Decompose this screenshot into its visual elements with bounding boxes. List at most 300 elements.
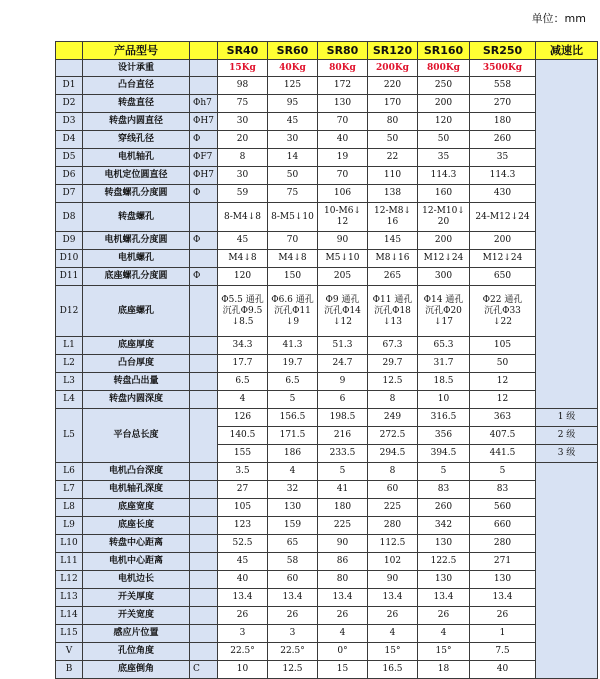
row-name: 转盘内圆深度 [83,391,190,409]
table-cell: 45 [218,553,268,571]
row-code: L3 [56,373,83,391]
header-model: SR60 [268,42,318,60]
table-cell: 120 [418,113,470,131]
table-cell: 15° [418,643,470,661]
table-cell: 430 [470,185,536,203]
table-row [56,391,598,409]
table-cell: 26 [268,607,318,625]
table-cell: 138 [368,185,418,203]
table-cell [318,203,368,232]
row-symbol [190,77,218,95]
row-symbol [190,463,218,481]
table-cell: 130 [470,571,536,589]
table-row [56,337,598,355]
table-cell: 80 [318,571,368,589]
table-cell: 90 [368,571,418,589]
row-name: 平台总长度 [83,409,190,463]
table-cell: 4 [218,391,268,409]
row-code: L4 [56,391,83,409]
table-cell: 122.5 [418,553,470,571]
table-cell: 13.4 [418,589,470,607]
table-cell: 45 [268,113,318,131]
row-code: L10 [56,535,83,553]
table-row [56,232,598,250]
cell-line: Φ5.5 通孔 [221,294,264,305]
table-cell: 80 [368,113,418,131]
row-name: 电机中心距离 [83,553,190,571]
table-cell [268,286,318,337]
table-cell [368,203,418,232]
table-cell: 26 [218,607,268,625]
row-symbol: Φh7 [190,95,218,113]
table-cell: 22.5° [218,643,268,661]
table-row [56,95,598,113]
row-symbol: ΦF7 [190,149,218,167]
table-row [56,286,598,337]
table-cell: 220 [368,77,418,95]
ratio-cell [536,463,598,679]
table-cell: 35 [470,149,536,167]
header-model: SR40 [218,42,268,60]
row-code: D8 [56,203,83,232]
table-cell: 60 [368,481,418,499]
table-cell: 90 [318,535,368,553]
table-cell: 70 [318,113,368,131]
table-row [56,409,598,427]
header-product-model: 产品型号 [83,42,190,60]
row-symbol: Φ [190,185,218,203]
table-cell: 45 [218,232,268,250]
table-cell: 50 [268,167,318,185]
row-name: 凸台厚度 [83,355,190,373]
row-code: L14 [56,607,83,625]
table-row [56,517,598,535]
row-symbol [190,499,218,517]
table-cell [470,286,536,337]
table-row [56,149,598,167]
table-cell: 114.3 [418,167,470,185]
table-cell: 12.5 [368,373,418,391]
table-cell: 90 [318,232,368,250]
table-cell: M8↓16 [368,250,418,268]
table-cell: M5↓10 [318,250,368,268]
table-cell: 140.5 [218,427,268,445]
table-cell: 12.5 [268,661,318,679]
table-cell: 13.4 [218,589,268,607]
table-cell: 441.5 [470,445,536,463]
row-symbol [190,643,218,661]
row-name: 电机边长 [83,571,190,589]
table-cell: 558 [470,77,536,95]
table-cell: 200 [418,95,470,113]
table-cell: 4 [418,625,470,643]
table-row [56,499,598,517]
table-cell: 123 [218,517,268,535]
table-cell: 6.5 [218,373,268,391]
table-cell: 75 [218,95,268,113]
row-code: L2 [56,355,83,373]
table-row [56,131,598,149]
table-cell: 125 [268,77,318,95]
cell-line: Φ11 通孔 [372,294,413,305]
table-cell: 200 [418,232,470,250]
table-cell: 294.5 [368,445,418,463]
table-row [56,625,598,643]
cell-line: 16 [386,217,399,227]
table-cell: 10 [218,661,268,679]
table-cell: 249 [368,409,418,427]
table-cell: 3.5 [218,463,268,481]
table-cell: 130 [318,95,368,113]
table-cell: 260 [470,131,536,149]
table-cell: 186 [268,445,318,463]
table-cell: 6 [318,391,368,409]
table-cell: 34.3 [218,337,268,355]
table-cell: 225 [318,517,368,535]
header-model: SR250 [470,42,536,60]
table-cell: 159 [268,517,318,535]
table-row [56,373,598,391]
row-code: L8 [56,499,83,517]
row-symbol [190,571,218,589]
table-cell: 60 [268,571,318,589]
table-cell: 31.7 [418,355,470,373]
row-symbol [190,517,218,535]
table-cell: 205 [318,268,368,286]
cell-line: ↓17 [434,316,453,327]
cell-line: 沉孔Φ18 [374,305,411,316]
load-value: 80Kg [318,60,368,77]
table-cell: 200 [470,232,536,250]
row-symbol [190,589,218,607]
table-cell [56,60,83,77]
table-cell: 20 [218,131,268,149]
row-name: 电机定位圆直径 [83,167,190,185]
row-code: D11 [56,268,83,286]
table-cell: 26 [470,607,536,625]
row-code: L1 [56,337,83,355]
table-cell: 102 [368,553,418,571]
table-row [56,268,598,286]
table-cell: 130 [268,499,318,517]
table-cell: 52.5 [218,535,268,553]
table-cell: 40 [218,571,268,589]
table-cell: 19 [318,149,368,167]
row-name: 穿线孔径 [83,131,190,149]
table-row [56,355,598,373]
table-cell: 9 [318,373,368,391]
table-row [56,661,598,679]
table-cell: 120 [218,268,268,286]
load-label: 设计承重 [83,60,190,77]
table-cell: 26 [418,607,470,625]
load-row [56,60,598,77]
load-value: 3500Kg [470,60,536,77]
table-cell: 51.3 [318,337,368,355]
table-cell: 65.3 [418,337,470,355]
row-code: L5 [56,409,83,463]
table-cell: 5 [418,463,470,481]
table-row [56,607,598,625]
table-cell: 12 [470,373,536,391]
cell-line: ↓13 [383,316,402,327]
load-value: 40Kg [268,60,318,77]
table-cell [368,286,418,337]
row-code: D4 [56,131,83,149]
cell-line: ↓12 [333,316,352,327]
table-cell: 50 [418,131,470,149]
table-cell: 95 [268,95,318,113]
table-cell: 83 [418,481,470,499]
table-cell: 22.5° [268,643,318,661]
row-symbol [190,286,218,337]
table-cell: 394.5 [418,445,470,463]
table-row [56,203,598,232]
table-cell: 112.5 [368,535,418,553]
row-name: 转盘中心距离 [83,535,190,553]
table-cell [318,286,368,337]
header-ratio: 减速比 [536,42,598,60]
cell-line: Φ9 通孔 [325,294,360,305]
table-cell: 13.4 [470,589,536,607]
table-cell: 407.5 [470,427,536,445]
table-cell: 30 [218,113,268,131]
table-cell: 15° [368,643,418,661]
table-cell: 250 [418,77,470,95]
row-name: 电机轴孔深度 [83,481,190,499]
table-cell: 110 [368,167,418,185]
row-name: 底座宽度 [83,499,190,517]
table-cell: 86 [318,553,368,571]
table-cell: 14 [268,149,318,167]
table-cell: 8-M4↓8 [218,203,268,232]
row-symbol [190,337,218,355]
row-name: 转盘内圆直径 [83,113,190,131]
cell-line: ↓22 [493,316,512,327]
row-symbol: ΦH7 [190,113,218,131]
table-cell: 342 [418,517,470,535]
row-code: L9 [56,517,83,535]
table-cell: 156.5 [268,409,318,427]
row-code: V [56,643,83,661]
table-cell: 98 [218,77,268,95]
table-row [56,463,598,481]
row-name: 电机凸台深度 [83,463,190,481]
row-code: D9 [56,232,83,250]
table-cell: 40 [470,661,536,679]
table-row [56,553,598,571]
table-cell: 5 [318,463,368,481]
header-model: SR80 [318,42,368,60]
table-cell: 170 [368,95,418,113]
table-cell: 8 [368,463,418,481]
cell-line: 12 [336,217,349,227]
unit-label: 单位：mm [531,12,586,25]
table-cell: 150 [268,268,318,286]
table-cell: 270 [470,95,536,113]
table-cell: 10 [418,391,470,409]
cell-line: ↓9 [285,316,300,327]
cell-line: 20 [437,217,450,227]
table-cell: 27 [218,481,268,499]
table-cell: 4 [318,625,368,643]
table-cell: 26 [318,607,368,625]
table-cell: 16.5 [368,661,418,679]
table-cell: 65 [268,535,318,553]
table-row [56,113,598,131]
table-cell: 160 [418,185,470,203]
load-value: 200Kg [368,60,418,77]
table-cell: 24-M12↓24 [470,203,536,232]
table-cell: 260 [418,499,470,517]
table-cell: 83 [470,481,536,499]
table-cell: 7.5 [470,643,536,661]
table-cell: 3 [218,625,268,643]
table-cell: 316.5 [418,409,470,427]
table-cell: 126 [218,409,268,427]
table-cell: 50 [368,131,418,149]
table-cell: 35 [418,149,470,167]
row-name: 孔位角度 [83,643,190,661]
row-name: 感应片位置 [83,625,190,643]
table-cell: 280 [470,535,536,553]
table-cell [418,203,470,232]
table-cell: 13.4 [368,589,418,607]
row-name: 开关厚度 [83,589,190,607]
row-code: L15 [56,625,83,643]
table-cell: 363 [470,409,536,427]
table-cell: 172 [318,77,368,95]
table-row [56,589,598,607]
header-model: SR120 [368,42,418,60]
header-model: SR160 [418,42,470,60]
cell-line: Φ22 通孔 [482,294,523,305]
table-cell: 105 [218,499,268,517]
cell-line: 沉孔Φ33 [484,305,521,316]
row-symbol [190,203,218,232]
row-name: 凸台直径 [83,77,190,95]
row-symbol: Φ [190,232,218,250]
table-cell: 233.5 [318,445,368,463]
table-cell: 41.3 [268,337,318,355]
table-cell: 130 [418,535,470,553]
table-row [56,535,598,553]
table-cell: 40 [318,131,368,149]
table-row [56,571,598,589]
ratio-label: 3 级 [536,445,598,463]
table-cell: 12 [470,391,536,409]
table-cell: 41 [318,481,368,499]
table-cell: M4↓8 [268,250,318,268]
row-code: L7 [56,481,83,499]
row-symbol [190,355,218,373]
row-symbol [190,373,218,391]
table-cell: 24.7 [318,355,368,373]
row-symbol [190,607,218,625]
table-cell: 67.3 [368,337,418,355]
table-cell: 106 [318,185,368,203]
row-code: B [56,661,83,679]
table-cell: 70 [268,232,318,250]
table-cell: 18.5 [418,373,470,391]
table-cell: 300 [418,268,470,286]
ratio-label: 1 级 [536,409,598,427]
row-name: 开关宽度 [83,607,190,625]
cell-line: 10-M6↓ [324,206,361,216]
table-row [56,167,598,185]
row-code: D2 [56,95,83,113]
cell-line: Φ6.6 通孔 [271,294,314,305]
table-cell: 5 [268,391,318,409]
cell-line: 沉孔Φ14 [324,305,361,316]
table-cell: 18 [418,661,470,679]
table-cell: 8 [218,149,268,167]
row-name: 转盘螺孔分度圆 [83,185,190,203]
table-cell: 3 [268,625,318,643]
table-cell: 6.5 [268,373,318,391]
row-code: D6 [56,167,83,185]
table-cell: 58 [268,553,318,571]
table-cell: M4↓8 [218,250,268,268]
table-cell: 30 [268,131,318,149]
table-cell: 272.5 [368,427,418,445]
row-symbol [190,391,218,409]
table-cell: 225 [368,499,418,517]
row-code: L13 [56,589,83,607]
row-name: 底座螺孔 [83,286,190,337]
cell-line: 沉孔Φ11 [274,305,311,316]
table-cell: 17.7 [218,355,268,373]
row-symbol [190,250,218,268]
row-name: 转盘直径 [83,95,190,113]
row-name: 底座螺孔分度圆 [83,268,190,286]
table-cell: 114.3 [470,167,536,185]
cell-line: 12-M8↓ [374,206,411,216]
row-code: D1 [56,77,83,95]
cell-line: Φ14 通孔 [423,294,464,305]
ratio-cell [536,60,598,409]
table-cell: 15 [318,661,368,679]
row-name: 电机螺孔 [83,250,190,268]
row-name: 转盘凸出量 [83,373,190,391]
table-cell [418,286,470,337]
row-symbol: Φ [190,131,218,149]
row-symbol [190,553,218,571]
table-cell: M12↓24 [418,250,470,268]
table-cell: M12↓24 [470,250,536,268]
row-symbol [190,625,218,643]
table-cell [218,286,268,337]
table-cell: 8-M5↓10 [268,203,318,232]
row-name: 底座倒角 [83,661,190,679]
cell-line: 12-M10↓ [422,206,465,216]
row-code: D10 [56,250,83,268]
table-cell: 650 [470,268,536,286]
table-row [56,643,598,661]
table-cell: 4 [368,625,418,643]
row-name: 电机轴孔 [83,149,190,167]
table-row [56,185,598,203]
row-symbol: ΦH7 [190,167,218,185]
table-cell: 50 [470,355,536,373]
row-symbol: Φ [190,268,218,286]
header-blank [190,42,218,60]
row-code: L11 [56,553,83,571]
row-code: L12 [56,571,83,589]
row-name: 电机螺孔分度圆 [83,232,190,250]
table-cell: 13.4 [318,589,368,607]
table-cell: 105 [470,337,536,355]
